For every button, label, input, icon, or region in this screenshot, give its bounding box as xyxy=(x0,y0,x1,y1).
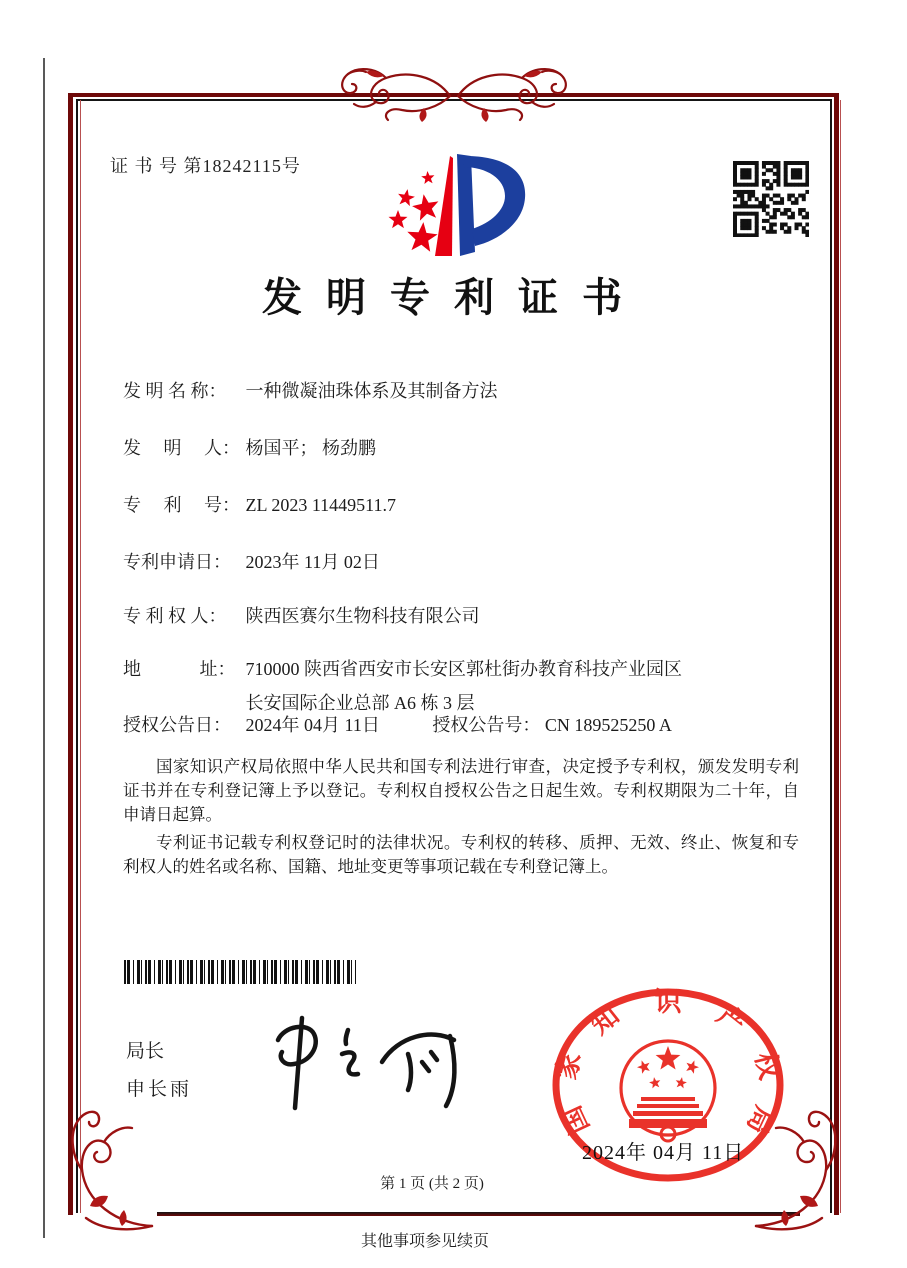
certificate-number: 证 书 号 第18242115号 xyxy=(110,156,301,176)
svg-text:知: 知 xyxy=(584,999,625,1041)
svg-text:家: 家 xyxy=(551,1049,587,1083)
field-address xyxy=(123,655,682,715)
field-value: 一种微凝油珠体系及其制备方法 xyxy=(245,381,498,401)
page-title: 发明专利证书 xyxy=(262,275,646,320)
field-value: 陕西医赛尔生物科技有限公司 xyxy=(245,606,480,626)
field-label: 专 利 号： xyxy=(123,495,240,515)
barcode xyxy=(124,960,356,984)
seal-emblem-stars-icon xyxy=(637,1046,699,1088)
field-label: 地 址： xyxy=(123,659,236,679)
field-value: CN 189525250 A xyxy=(544,715,672,735)
svg-text:国: 国 xyxy=(556,1101,595,1139)
legal-paragraph-1: 国家知识产权局依照中华人民共和国专利法进行审查，决定授予专利权，颁发发明专利证书并在专利登记簿上予以登记。专利权自授权公告之日起生效。专利权期限为二十年，自申请日起算。 xyxy=(123,757,799,824)
field-label: 发 明 名 称： xyxy=(123,381,227,401)
logo-blue-stem-icon xyxy=(457,154,475,256)
logo-red-wedge-icon xyxy=(435,156,453,256)
director-signature xyxy=(250,1010,480,1115)
page-number: 第 1 页 (共 2 页) xyxy=(380,1176,484,1192)
field-inventors xyxy=(123,434,376,460)
field-filing-date xyxy=(123,548,380,574)
seal-date: 2024年 04月 11日 xyxy=(582,1142,745,1164)
svg-text:识: 识 xyxy=(654,987,682,1017)
logo-stars-icon xyxy=(389,171,439,252)
field-label: 发 明 人： xyxy=(123,438,240,458)
field-label: 授权公告号： xyxy=(432,715,541,735)
field-label: 专利申请日： xyxy=(123,552,231,572)
seal-emblem-gate-icon xyxy=(629,1097,707,1128)
field-patentee xyxy=(123,602,480,628)
director-name: 申长雨 xyxy=(126,1079,193,1100)
field-value: 杨国平； 杨劲鹏 xyxy=(245,438,376,458)
field-label: 授权公告日： xyxy=(123,715,231,735)
field-value: 2024年 04月 11日 xyxy=(245,715,380,735)
field-value: ZL 2023 11449511.7 xyxy=(245,495,396,515)
frame-bottom xyxy=(157,1212,800,1216)
svg-text:产: 产 xyxy=(711,999,752,1041)
continuation-note: 其他事项参见续页 xyxy=(360,1233,489,1250)
legal-paragraph-2: 专利证书记载专利权登记时的法律状况。专利权的转移、质押、无效、终止、恢复和专利权人的姓名或名称、国籍、地址变更等事项记载在专利登记簿上。 xyxy=(123,833,799,876)
field-grant-row xyxy=(123,711,672,737)
qr-code xyxy=(733,161,809,237)
svg-text:局: 局 xyxy=(741,1101,780,1139)
field-value-line2: 长安国际企业总部 A6 栋 3 层 xyxy=(245,693,475,713)
svg-text:权: 权 xyxy=(749,1049,785,1083)
frame-right xyxy=(834,93,839,1215)
field-value-line1: 710000 陕西省西安市长安区郭杜街办教育科技产业园区 xyxy=(245,659,682,679)
director-title: 局长 xyxy=(126,1041,165,1062)
frame-left xyxy=(68,93,73,1215)
field-label: 专 利 权 人： xyxy=(123,606,227,626)
corner-flourish-left-icon xyxy=(52,1098,164,1236)
top-flourish-ornament-icon xyxy=(324,62,584,124)
page-edge-line xyxy=(43,58,45,1238)
field-value: 2023年 11月 02日 xyxy=(245,552,380,572)
field-patent-number xyxy=(123,491,396,517)
cnipa-logo xyxy=(385,146,555,266)
field-invention-name xyxy=(123,377,498,403)
